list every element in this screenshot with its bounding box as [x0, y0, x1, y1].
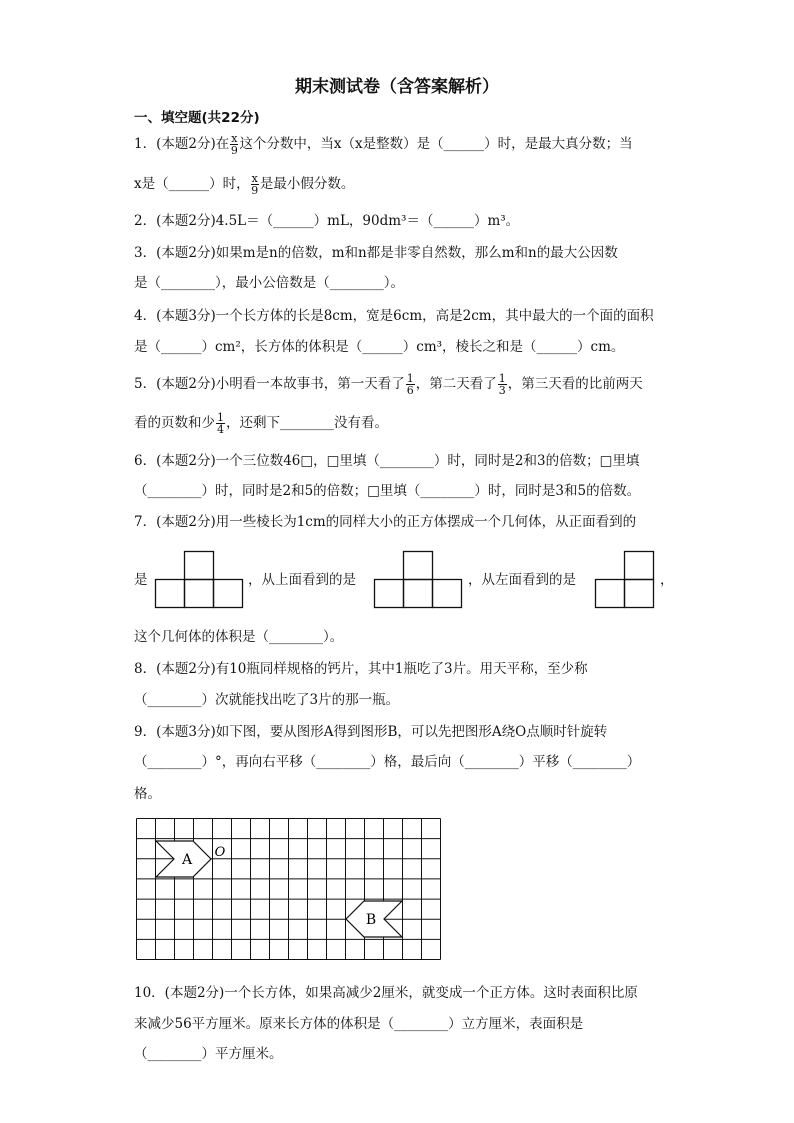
fraction-one-sixth: $\frac{1}{6}$	[406, 372, 414, 397]
question-5-line-2: 看的页数和少 $\frac{1}{4}$ ，还剩下________没有看。	[134, 411, 388, 436]
question-7-label-front: 是	[134, 572, 148, 588]
front-view-diagram	[155, 551, 245, 609]
shape-a-label: A	[181, 852, 193, 868]
question-6-line-1: 6．(本题2分)一个三位数46□，□里填（________）时，同时是2和3的倍数；□里填	[134, 453, 640, 469]
left-view-diagram	[595, 551, 657, 609]
question-7-line-1: 7．(本题2分)用一些棱长为1cm的同样大小的正方体摆成一个几何体，从正面看到的	[134, 514, 637, 530]
question-5-line-1: 5．(本题2分)小明看一本故事书，第一天看了 $\frac{1}{6}$ ，第二天看了 $\frac{1}{3}$ ，第三天看的比前两天	[134, 372, 643, 397]
grid-lines	[137, 819, 441, 960]
question-10-line-3: （________）平方厘米。	[134, 1046, 283, 1062]
question-10-line-2: 来减少56平方厘米。原来长方体的体积是（________）立方厘米，表面积是	[134, 1016, 584, 1032]
fraction-x-over-9: $\frac{x}{9}$	[230, 132, 238, 157]
question-1-line-2: x是（______）时， $\frac{x}{9}$ 是最小假分数。	[134, 172, 355, 197]
question-8-line-1: 8．(本题2分)有10瓶同样规格的钙片，其中1瓶吃了3片。用天平称，至少称	[134, 661, 588, 677]
question-7-label-left: ，从左面看到的是	[468, 572, 576, 588]
question-7-label-top: ，从上面看到的是	[248, 572, 356, 588]
question-7-comma: ，	[660, 572, 674, 588]
question-9-line-1: 9．(本题3分)如下图，要从图形A得到图形B，可以先把图形A绕O点顺时针旋转	[134, 724, 608, 740]
question-7-line-3: 这个几何体的体积是（________）。	[134, 629, 344, 645]
question-3-line-1: 3．(本题2分)如果m是n的倍数，m和n都是非零自然数，那么m和n的最大公因数	[134, 245, 618, 261]
question-6-line-2: （________）时，同时是2和5的倍数；□里填（________）时，同时是3和5的倍数。	[134, 483, 641, 499]
question-2: 2．(本题2分)4.5L＝（______）mL，90dm³＝（______）m³。	[134, 213, 520, 229]
question-3-line-2: 是（________），最小公倍数是（________）。	[134, 275, 404, 291]
question-9-line-3: 格。	[134, 786, 161, 802]
question-10-line-1: 10．(本题2分)一个长方体，如果高减少2厘米，就变成一个正方体。这时表面积比原	[134, 985, 638, 1001]
question-8-line-2: （________）次就能找出吃了3片的那一瓶。	[134, 692, 400, 708]
section-heading: 一、填空题(共22分)	[134, 110, 260, 126]
point-o-label: O	[214, 845, 226, 860]
question-1-line-1: 1．(本题2分)在 $\frac{x}{9}$ 这个分数中，当x（x是整数）是（______）时，是最大真分数；当	[134, 132, 633, 157]
top-view-diagram	[374, 551, 466, 609]
rotation-grid-diagram	[136, 818, 441, 960]
fraction-x-over-9: $\frac{x}{9}$	[251, 172, 259, 197]
fraction-one-third: $\frac{1}{3}$	[498, 372, 506, 397]
shape-b-label: B	[365, 912, 377, 928]
question-4-line-1: 4．(本题3分)一个长方体的长是8cm，宽是6cm，高是2cm，其中最大的一个面的面积	[134, 308, 654, 324]
page-title: 期末测试卷（含答案解析）	[295, 77, 499, 97]
question-9-line-2: （________）°，再向右平移（________）格，最后向（________）平移（________）	[134, 754, 641, 770]
question-4-line-2: 是（______）cm²，长方体的体积是（______）cm³，棱长之和是（______）cm。	[134, 339, 625, 355]
fraction-one-quarter: $\frac{1}{4}$	[217, 411, 224, 436]
